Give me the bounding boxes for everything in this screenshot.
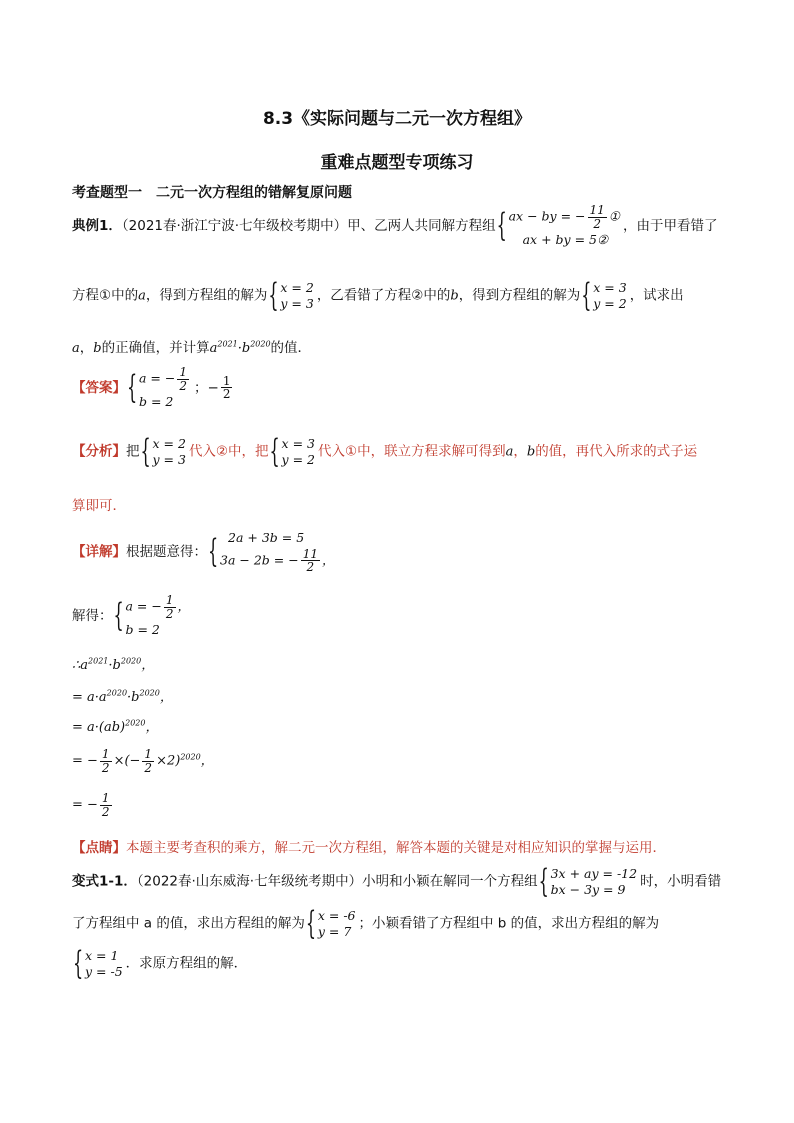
analysis-tag: 【分析】 [72,443,126,460]
example1-eq2: ax + by = 5② [522,232,609,248]
variant-t2: 时，小明看错 [640,873,722,890]
step4-num: 1 [101,747,110,761]
variant-system [541,866,638,897]
sol2-x: { x = 3 [593,280,627,295]
line3-end: 的值． [270,340,312,356]
answer-b: b = 2 [139,394,174,410]
detail-eqB-frac [301,548,320,574]
step4-a: = − [72,753,98,769]
example1-eq1-fraction [588,204,607,230]
step4-frac2 [142,748,154,774]
step2-a: = a·a [72,690,107,705]
step1-a: ∴a [72,658,89,673]
example1-solution2 [583,280,626,311]
detail-line1 [72,530,337,574]
step3-end: ， [145,720,159,735]
answer-a-lhs: a = − [139,370,176,386]
example1-line3 [72,336,311,356]
section-heading: 考查题型一 二元一次方程组的错解复原问题 [72,185,352,201]
detail-solA-frac [164,594,176,620]
variant-s2y: y = -5 [85,963,123,979]
example1-eq1-lhs: ax − by = − [508,208,586,224]
example1-var-a: a [138,288,146,304]
analysis-line2: 算即可． [72,498,126,514]
example1-system [499,204,620,248]
line3-b: b [93,341,102,356]
line3-comma: ， [79,340,94,356]
answer-a [139,366,191,392]
analysis-s2x: { x = 3 [281,436,315,451]
variant-t4: ；小颖看错了方程组中 b 的值，求出方程组的解为 [358,915,660,932]
detail-step3 [72,716,159,735]
example1-line2 [72,280,684,311]
step4-num2: 1 [144,747,153,761]
step2-m: ·b [127,690,140,705]
detail-solve-line [72,594,193,638]
variant-t3: 了方程组中 a 的值，求出方程组的解为 [72,915,305,932]
step4-e: 2020 [180,752,201,762]
answer-a-num: 1 [179,365,187,379]
analysis-b: b [526,444,536,460]
variant-t1: 小明和小颖在解同一个方程组 [362,873,538,890]
variant-source: （2022春·山东威海·七年级统考期中） [136,873,363,890]
line3-expression [210,341,271,356]
detail-step5 [72,792,114,818]
detail-step1 [72,654,154,673]
analysis-t2: 代入②中，把 [188,443,269,460]
analysis-sol1 [143,436,186,467]
step2-e1: 2020 [106,688,128,698]
detail-eqB-den: 2 [306,560,315,575]
line3-dot: ·b [237,341,251,356]
step2-e2: 2020 [139,688,160,698]
keypoint-text: 本题主要考查积的乘方，解二元一次方程组，解答本题的关键是对相应知识的掌握与运用． [126,840,666,856]
step4-den: 2 [101,760,110,775]
detail-solA: { a = − $\frac{1}{2}$ ， [125,593,191,621]
variant-s1y: y = 7 [317,923,352,939]
detail-solA-num: 1 [165,593,174,607]
analysis-s1y: y = 3 [152,451,186,467]
example1-eq1-num: 11 [589,203,605,217]
variant-s1x: { x = -6 [317,908,356,923]
step2-end: ， [159,690,173,705]
keypoint-tag: 【点睛】 [72,840,126,856]
variant-e1: { 3x + ay = -12 [550,866,638,881]
analysis-a: a [505,444,514,460]
answer-value-frac [221,375,233,401]
detail-solA-lhs: a = − [125,598,162,614]
example1-text2: ，由于甲看错了 [623,217,718,234]
step4-c: ×2) [156,753,181,769]
variant-line3 [72,948,247,979]
example1-source: （2021春·浙江宁波·七年级校考期中） [121,217,348,234]
step1-m: ·b [108,658,121,673]
variant-label: 变式1-1． [72,873,137,890]
variant-sol1 [308,908,356,939]
example1-eq1-den: 2 [593,216,601,231]
step5-den: 2 [101,804,110,819]
detail-system [210,530,334,574]
analysis-t1: 把 [126,443,140,460]
example1-var-b: b [450,288,459,304]
line3-exp1: 2021 [217,339,238,349]
answer-val-den: 2 [222,387,231,402]
detail-solA-den: 2 [165,606,174,621]
line3-text: 的正确值，并计算 [101,340,210,356]
line3-exp2: 2020 [250,339,271,349]
answer-tag: 【答案】 [72,379,126,396]
variant-line2 [72,908,659,939]
detail-tag: 【详解】 [72,543,126,560]
step5-a: = − [72,797,98,813]
answer-val-num: 1 [222,373,231,388]
example1-label: 典例1． [72,217,122,234]
step1-e1: 2021 [88,656,109,666]
step3-a: = a·(ab) [72,720,126,735]
detail-solve: 解得： [72,607,113,624]
step3-e: 2020 [125,718,146,728]
page-subtitle: 重难点题型专项练习 [320,153,474,173]
answer-a-den: 2 [179,378,187,393]
detail-eqB-num: 11 [302,546,318,561]
analysis-s1x: { x = 2 [152,436,186,451]
sol1-x: { x = 2 [280,280,314,295]
example1-line1 [72,204,718,248]
detail-step2 [72,686,173,705]
detail-eqB-lhs: 3a − 2b = − [220,552,299,568]
detail-eqB-comma: ， [321,552,335,568]
example1-eq1-mark: ① [608,208,620,224]
example1-line2-d: ，得到方程组的解为 [458,287,581,304]
detail-solution [116,594,191,638]
sol2-y: y = 2 [593,295,627,311]
example1-solution1 [270,280,313,311]
step4-den2: 2 [144,760,153,775]
step1-end: ， [141,658,155,673]
variant-t5: ．求原方程组的解． [125,955,248,972]
analysis-t3: 代入①中，联立方程求解可得到 [317,443,506,460]
answer-sep: ；− [194,379,219,396]
step5-num: 1 [101,791,110,805]
line3-expr-base: a [209,341,218,356]
detail-t1: 根据题意得： [126,543,207,560]
step5-frac [100,792,112,818]
variant-line1 [72,866,721,897]
detail-step4 [72,748,214,774]
step4-end: ， [200,753,214,769]
answer-system [129,366,191,410]
variant-sol2 [75,948,123,979]
analysis-s2y: y = 2 [281,451,315,467]
example1-eq1 [509,204,620,230]
keypoint-line [72,836,666,856]
answer-line [72,366,234,410]
variant-e2: bx − 3y = 9 [550,881,626,897]
answer-a-frac [177,366,189,392]
detail-eqB [220,548,334,574]
analysis-t7: 的值，再代入所求的式子运 [535,443,698,460]
detail-eqA: { 2a + 3b = 5 [228,530,305,545]
example1-line2-b: ，得到方程组的解为 [145,287,268,304]
example1-line2-a: 方程①中的 [72,287,139,304]
variant-s2x: { x = 1 [85,948,119,963]
line3-a: a [72,341,80,356]
page-title: 8.3《实际问题与二元一次方程组》 [262,109,532,129]
detail-solB: b = 2 [125,622,160,638]
analysis-t5: ， [513,443,527,460]
step4-frac1 [100,748,112,774]
step1-e2: 2020 [120,656,142,666]
example1-line2-c: ，乙看错了方程②中的 [316,287,451,304]
analysis-line1 [72,436,697,467]
example1-line2-e: ，试求出 [629,287,684,304]
analysis-sol2 [272,436,315,467]
step4-b: ×(− [113,753,141,769]
sol1-y: y = 3 [280,295,314,311]
example1-text1: 甲、乙两人共同解方程组 [347,217,496,234]
